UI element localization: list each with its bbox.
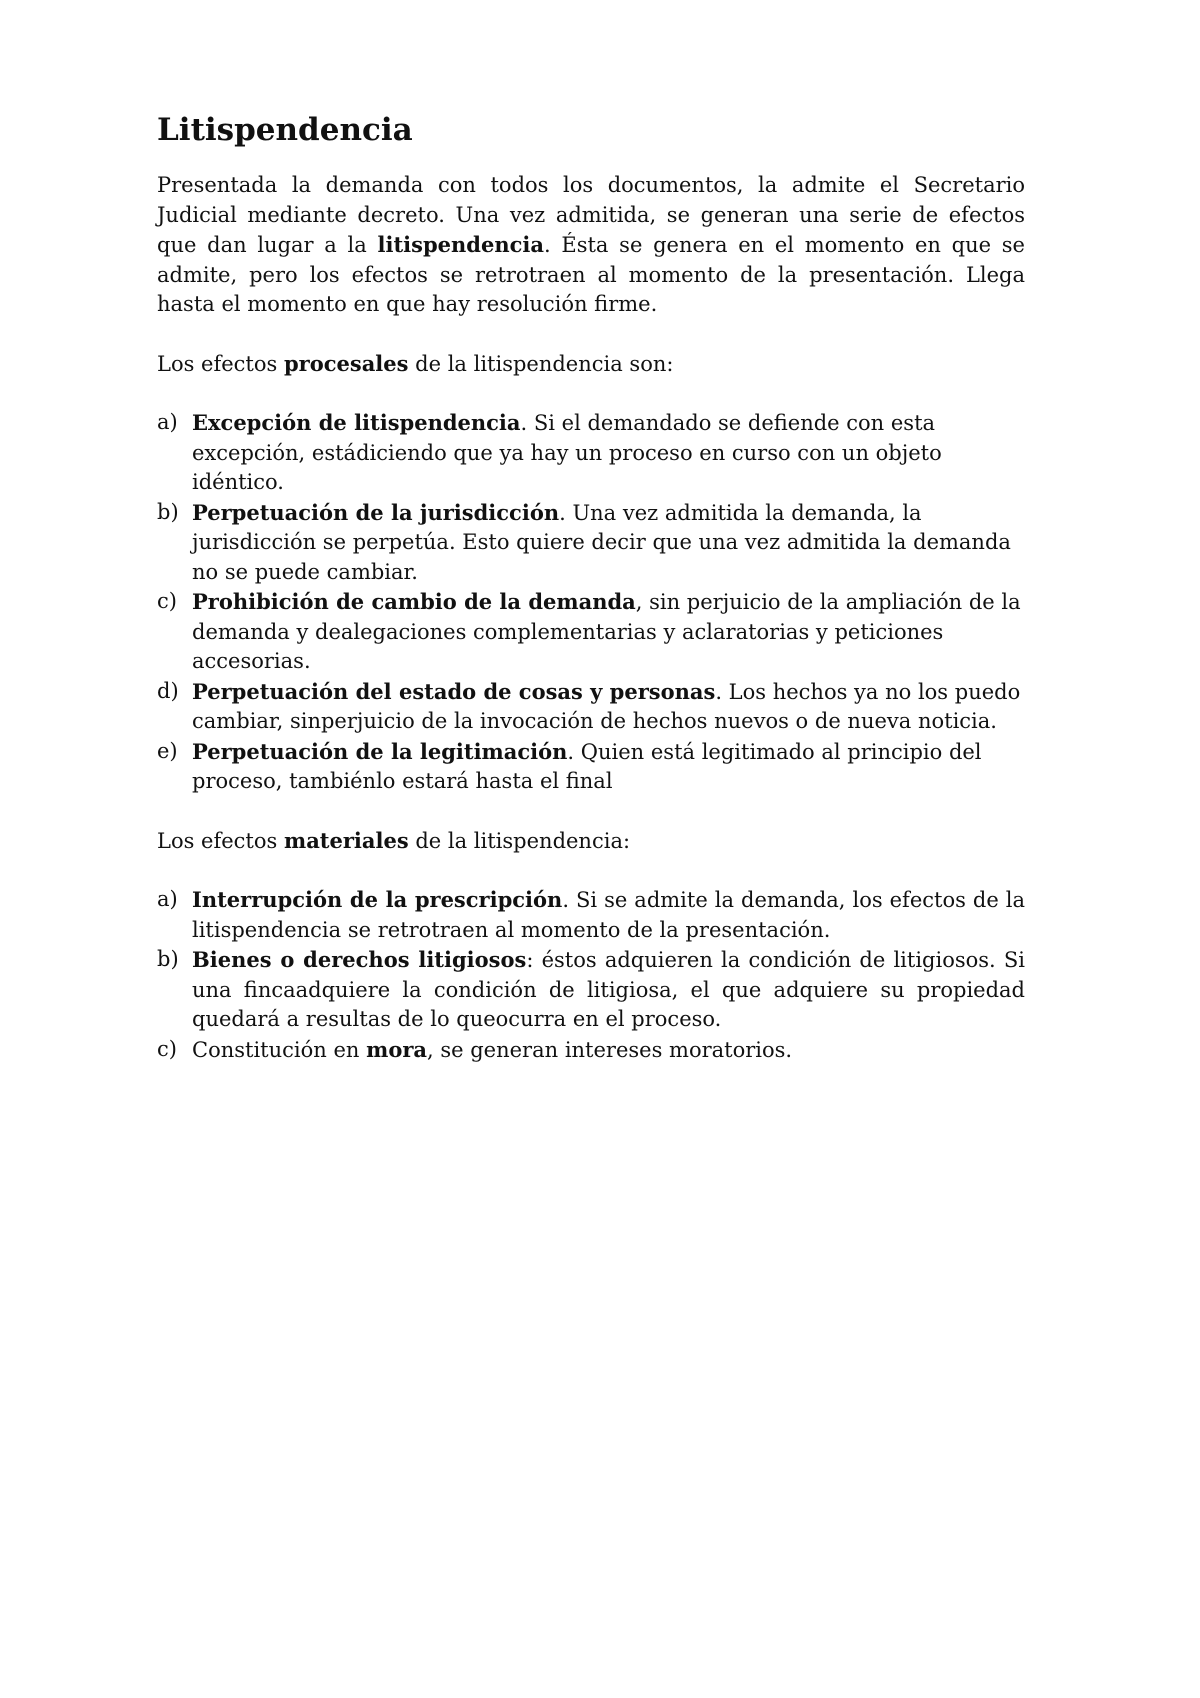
list-marker: b) bbox=[157, 499, 179, 524]
spacer bbox=[157, 856, 1025, 885]
spacer bbox=[157, 320, 1025, 349]
list-item-bold: Perpetuación de la jurisdicción bbox=[192, 499, 560, 525]
intro-text-2: . Ésta se genera en el momento en que se admite, pero los efectos se retrotraen al momento de la presentación. Llega hasta el momento en que hay resolución firme. bbox=[157, 233, 1025, 317]
list-marker: a) bbox=[157, 887, 178, 912]
list-item-bold: Excepción de litispendencia bbox=[192, 410, 521, 436]
list-marker: e) bbox=[157, 738, 178, 763]
document-page bbox=[157, 112, 1025, 1065]
list-item-text: . Una vez admitida la demanda, la jurisdicción se perpetúa. Esto quiere decir que una vez admitida la demanda no se puede cambiar. bbox=[192, 500, 1011, 584]
list-item bbox=[157, 498, 1025, 588]
list-item bbox=[157, 885, 1025, 945]
list-item bbox=[157, 408, 1025, 498]
list-item-bold: Interrupción de la prescripción bbox=[192, 887, 563, 913]
list-item-bold: Perpetuación del estado de cosas y personas bbox=[192, 678, 716, 704]
list-marker: a) bbox=[157, 410, 178, 435]
procesales-heading bbox=[157, 349, 1025, 380]
materiales-list bbox=[157, 885, 1025, 1065]
list-item-text: . Quien está legitimado al principio del proceso, tambiénlo estará hasta el final bbox=[192, 739, 982, 794]
list-marker: d) bbox=[157, 678, 179, 703]
list-item-text: , sin perjuicio de la ampliación de la demanda y dealegaciones complementarias y aclaratorias y peticiones accesorias. bbox=[192, 590, 1021, 674]
procesales-list bbox=[157, 408, 1025, 797]
list-item-bold: mora bbox=[366, 1036, 427, 1062]
list-item-bold: Prohibición de cambio de la demanda bbox=[192, 589, 636, 615]
list-item-bold: Perpetuación de la legitimación bbox=[192, 738, 568, 764]
list-item-text-lead: Constitución en bbox=[192, 1037, 367, 1062]
list-item-text: . Si el demandado se defiende con esta excepción, estádiciendo que ya hay un proceso en curso con un objeto idéntico. bbox=[192, 411, 942, 495]
intro-text-1: Presentada la demanda con todos los documentos, la admite el Secretario Judicial mediante decreto. Una vez admitida, se generan una serie de efectos que dan lugar a la bbox=[157, 173, 1025, 258]
materiales-heading bbox=[157, 826, 1025, 857]
intro-paragraph bbox=[157, 171, 1025, 320]
procesales-heading-bold: procesales bbox=[283, 350, 409, 376]
list-item bbox=[157, 677, 1025, 737]
list-marker: c) bbox=[157, 1036, 177, 1061]
document-title: Litispendencia bbox=[157, 112, 413, 148]
list-item-text: , se generan intereses moratorios. bbox=[427, 1037, 793, 1062]
list-item-bold: Bienes o derechos litigiosos bbox=[192, 947, 527, 973]
procesales-heading-text-2: de la litispendencia son: bbox=[408, 351, 674, 376]
list-item-text: . Los hechos ya no los puedo cambiar, sinperjuicio de la invocación de hechos nuevos o de nueva noticia. bbox=[192, 679, 1021, 734]
spacer bbox=[157, 379, 1025, 408]
spacer bbox=[157, 797, 1025, 826]
list-item bbox=[157, 1035, 1025, 1066]
intro-bold-term: litispendencia bbox=[377, 232, 544, 258]
materiales-heading-text-1: Los efectos bbox=[157, 828, 284, 853]
materiales-heading-bold: materiales bbox=[283, 827, 409, 853]
list-item bbox=[157, 737, 1025, 797]
list-item bbox=[157, 587, 1025, 677]
procesales-heading-text-1: Los efectos bbox=[157, 351, 284, 376]
list-item-text: : éstos adquieren la condición de litigiosos. Si una fincaadquiere la condición de litigiosa, el que adquiere su propiedad quedará a resultas de lo queocurra en el proceso. bbox=[192, 948, 1025, 1032]
list-item-text: . Si se admite la demanda, los efectos de la litispendencia se retrotraen al momento de la presentación. bbox=[192, 888, 1025, 942]
list-marker: c) bbox=[157, 589, 177, 614]
list-item bbox=[157, 945, 1025, 1035]
list-marker: b) bbox=[157, 947, 179, 972]
materiales-heading-text-2: de la litispendencia: bbox=[408, 828, 631, 853]
